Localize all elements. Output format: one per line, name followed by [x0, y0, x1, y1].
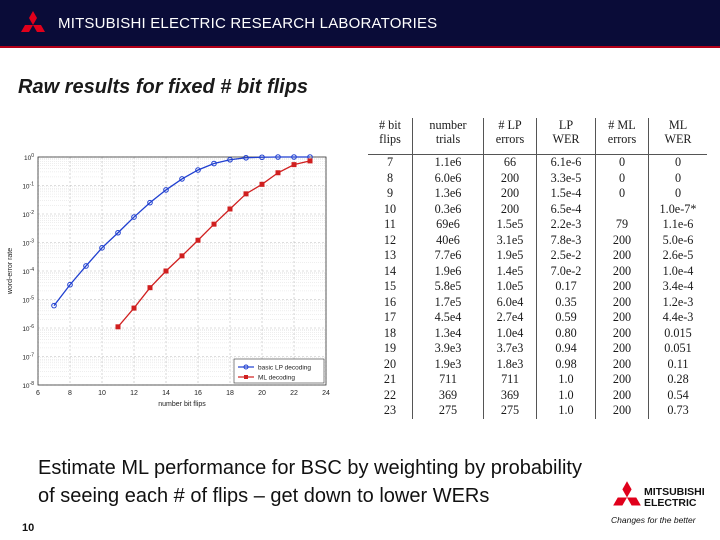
data-point [260, 182, 264, 186]
cell-ml-errors: 200 [596, 403, 649, 419]
cell-number-trials: 5.8e5 [413, 279, 484, 295]
cell-ml-errors: 200 [596, 372, 649, 388]
cell-lp-wer: 1.0 [537, 403, 596, 419]
table-row [368, 171, 707, 187]
col-header-ml-wer: ML WER [649, 118, 708, 155]
cell-lp-wer: 1.5e-4 [537, 186, 596, 202]
cell-ml-errors: 200 [596, 357, 649, 373]
cell-number-trials: 1.3e4 [413, 326, 484, 342]
data-point [276, 171, 280, 175]
cell-lp-errors: 1.0e5 [484, 279, 537, 295]
x-tick-label: 18 [226, 390, 234, 397]
cell-ml-errors: 200 [596, 248, 649, 264]
results-table [368, 118, 707, 419]
cell-ml-errors: 200 [596, 388, 649, 404]
data-point [132, 306, 136, 310]
brand-name-line-2: ELECTRIC [644, 497, 697, 509]
cell-ml-errors: 200 [596, 326, 649, 342]
cell-ml-wer: 4.4e-3 [649, 310, 708, 326]
cell-ml-errors: 200 [596, 264, 649, 280]
table-row [368, 202, 707, 218]
cell-lp-wer: 0.59 [537, 310, 596, 326]
cell-bit-flips: 8 [386, 170, 394, 185]
y-tick-label: $10^{-1}$ [22, 181, 34, 191]
cell-number-trials: 1.3e6 [413, 186, 484, 202]
data-point [180, 254, 184, 258]
cell-bit-flips: 17 [383, 310, 397, 325]
cell-ml-errors: 200 [596, 295, 649, 311]
table-row [368, 403, 707, 419]
cell-lp-wer: 3.3e-5 [537, 171, 596, 187]
header-title: MITSUBISHI ELECTRIC RESEARCH LABORATORIES [58, 15, 438, 32]
cell-bit-flips: 7 [386, 155, 394, 170]
cell-number-trials: 369 [413, 388, 484, 404]
col-header-bit-flips: # bit flips [368, 118, 413, 155]
cell-bit-flips: 10 [383, 201, 397, 216]
cell-lp-wer: 2.5e-2 [537, 248, 596, 264]
cell-ml-wer: 1.2e-3 [649, 295, 708, 311]
table-row [368, 155, 707, 171]
cell-lp-wer: 0.98 [537, 357, 596, 373]
data-point [164, 269, 168, 273]
y-tick-label: $10^{-5}$ [22, 295, 34, 305]
y-tick-label: $10^{-3}$ [22, 238, 34, 248]
col-header-lp-wer: LP WER [537, 118, 596, 155]
table-row [368, 357, 707, 373]
page-number: 10 [22, 522, 35, 534]
cell-bit-flips: 9 [386, 186, 394, 201]
cell-bit-flips: 21 [383, 372, 397, 387]
table-row [368, 264, 707, 280]
cell-number-trials: 1.1e6 [413, 155, 484, 171]
cell-number-trials: 711 [413, 372, 484, 388]
cell-bit-flips: 11 [384, 217, 396, 232]
data-point [308, 159, 312, 163]
slide-title: Raw results for fixed # bit flips [18, 76, 309, 98]
cell-lp-errors: 1.0e4 [484, 326, 537, 342]
cell-bit-flips: 19 [383, 341, 397, 356]
x-tick-label: 24 [322, 390, 330, 397]
y-tick-label: $10^{-2}$ [22, 210, 34, 219]
cell-bit-flips: 16 [383, 294, 397, 309]
cell-number-trials: 4.5e4 [413, 310, 484, 326]
cell-lp-errors: 1.4e5 [484, 264, 537, 280]
cell-number-trials: 7.7e6 [413, 248, 484, 264]
cell-lp-errors: 1.5e5 [484, 217, 537, 233]
brand-name-line-1: MITSUBISHI [644, 486, 705, 498]
cell-ml-errors: 0 [596, 171, 649, 187]
cell-ml-wer: 5.0e-6 [649, 233, 708, 249]
cell-number-trials: 6.0e6 [413, 171, 484, 187]
brand-tagline: Changes for the better [611, 515, 696, 525]
cell-lp-wer: 7.0e-2 [537, 264, 596, 280]
legend-label: basic LP decoding [258, 364, 312, 372]
cell-bit-flips: 18 [383, 325, 397, 340]
y-tick-label: $10^{-7}$ [22, 352, 34, 362]
cell-lp-errors: 6.0e4 [484, 295, 537, 311]
col-header-lp-errors: # LP errors [484, 118, 537, 155]
data-point [116, 325, 120, 329]
cell-ml-errors [596, 202, 649, 218]
cell-bit-flips: 14 [383, 263, 397, 278]
x-tick-label: 20 [258, 390, 266, 397]
table-row [368, 233, 707, 249]
legend-label: ML decoding [258, 374, 295, 382]
cell-ml-wer: 2.6e-5 [649, 248, 708, 264]
y-tick-label: $10^{-8}$ [22, 381, 34, 390]
cell-lp-wer: 0.80 [537, 326, 596, 342]
cell-ml-errors: 200 [596, 310, 649, 326]
y-axis-label: word-error rate [7, 247, 14, 295]
data-point [148, 286, 152, 290]
table-row [368, 186, 707, 202]
cell-number-trials: 1.7e5 [413, 295, 484, 311]
cell-lp-errors: 66 [484, 155, 537, 171]
cell-ml-wer: 0.015 [649, 326, 708, 342]
cell-number-trials: 3.9e3 [413, 341, 484, 357]
table-row [368, 217, 707, 233]
cell-lp-errors: 2.7e4 [484, 310, 537, 326]
x-tick-label: 12 [130, 390, 138, 397]
cell-number-trials: 0.3e6 [413, 202, 484, 218]
cell-number-trials: 275 [413, 403, 484, 419]
summary-line-1: Estimate ML performance for BSC by weighting by probability [38, 457, 582, 479]
cell-bit-flips: 13 [383, 248, 397, 263]
cell-ml-wer: 0.54 [649, 388, 708, 404]
data-point [212, 222, 216, 226]
x-tick-label: 6 [36, 390, 40, 397]
mitsubishi-logo-icon [20, 10, 46, 34]
cell-lp-errors: 275 [484, 403, 537, 419]
x-tick-label: 8 [68, 390, 72, 397]
cell-bit-flips: 15 [383, 279, 397, 294]
cell-ml-errors: 200 [596, 279, 649, 295]
cell-number-trials: 1.9e6 [413, 264, 484, 280]
data-point [244, 192, 248, 196]
cell-ml-wer: 0.28 [649, 372, 708, 388]
table-row [368, 310, 707, 326]
x-tick-label: 14 [162, 390, 170, 397]
cell-lp-wer: 6.5e-4 [537, 202, 596, 218]
cell-lp-wer: 7.8e-3 [537, 233, 596, 249]
cell-ml-wer: 0.051 [649, 341, 708, 357]
cell-bit-flips: 22 [383, 387, 397, 402]
cell-lp-errors: 369 [484, 388, 537, 404]
cell-ml-wer: 0 [649, 155, 708, 171]
cell-ml-wer: 0 [649, 171, 708, 187]
cell-bit-flips: 12 [383, 232, 397, 247]
cell-ml-errors: 200 [596, 233, 649, 249]
y-tick-label: $10^{-6}$ [22, 324, 34, 333]
cell-ml-wer: 3.4e-4 [649, 279, 708, 295]
cell-ml-wer: 1.0e-4 [649, 264, 708, 280]
cell-lp-errors: 3.7e3 [484, 341, 537, 357]
mitsubishi-diamonds-icon [612, 480, 642, 508]
cell-lp-wer: 1.0 [537, 388, 596, 404]
cell-bit-flips: 20 [383, 356, 397, 371]
y-tick-label: $10^0$ [23, 153, 34, 162]
table-header-row [368, 118, 707, 155]
table-row [368, 388, 707, 404]
table-row [368, 326, 707, 342]
cell-ml-wer: 1.0e-7* [649, 202, 708, 218]
cell-lp-wer: 0.17 [537, 279, 596, 295]
header-bar [0, 0, 720, 48]
x-tick-label: 10 [98, 390, 106, 397]
cell-ml-errors: 0 [596, 186, 649, 202]
cell-number-trials: 69e6 [413, 217, 484, 233]
cell-lp-wer: 1.0 [537, 372, 596, 388]
brand-name [644, 487, 705, 509]
cell-ml-errors: 200 [596, 341, 649, 357]
col-header-number-trials: number trials [413, 118, 484, 155]
data-point [196, 238, 200, 242]
cell-lp-errors: 200 [484, 202, 537, 218]
cell-lp-wer: 0.94 [537, 341, 596, 357]
table-row [368, 372, 707, 388]
cell-ml-errors: 79 [596, 217, 649, 233]
cell-lp-errors: 1.9e5 [484, 248, 537, 264]
cell-ml-errors: 0 [596, 155, 649, 171]
y-tick-label: $10^{-4}$ [22, 267, 34, 276]
cell-number-trials: 1.9e3 [413, 357, 484, 373]
cell-lp-wer: 6.1e-6 [537, 155, 596, 171]
cell-lp-wer: 0.35 [537, 295, 596, 311]
table-row [368, 279, 707, 295]
cell-ml-wer: 0 [649, 186, 708, 202]
summary-line-2: of seeing each # of flips – get down to lower WERs [38, 485, 490, 507]
wer-chart [0, 112, 350, 422]
cell-ml-wer: 1.1e-6 [649, 217, 708, 233]
cell-lp-errors: 1.8e3 [484, 357, 537, 373]
summary-note [38, 454, 698, 510]
x-axis-label: number bit flips [158, 401, 206, 408]
cell-lp-errors: 200 [484, 171, 537, 187]
table-row [368, 341, 707, 357]
cell-lp-errors: 3.1e5 [484, 233, 537, 249]
data-point [228, 207, 232, 211]
cell-ml-wer: 0.11 [649, 357, 708, 373]
cell-number-trials: 40e6 [413, 233, 484, 249]
brand-logo [608, 478, 718, 530]
cell-lp-wer: 2.2e-3 [537, 217, 596, 233]
cell-ml-wer: 0.73 [649, 403, 708, 419]
cell-bit-flips: 23 [383, 403, 397, 418]
x-tick-label: 16 [194, 390, 202, 397]
cell-lp-errors: 711 [484, 372, 537, 388]
col-header-ml-errors: # ML errors [596, 118, 649, 155]
x-tick-label: 22 [290, 390, 298, 397]
table-row [368, 248, 707, 264]
cell-lp-errors: 200 [484, 186, 537, 202]
legend-marker [244, 375, 248, 379]
data-point [292, 163, 296, 167]
table-row [368, 295, 707, 311]
